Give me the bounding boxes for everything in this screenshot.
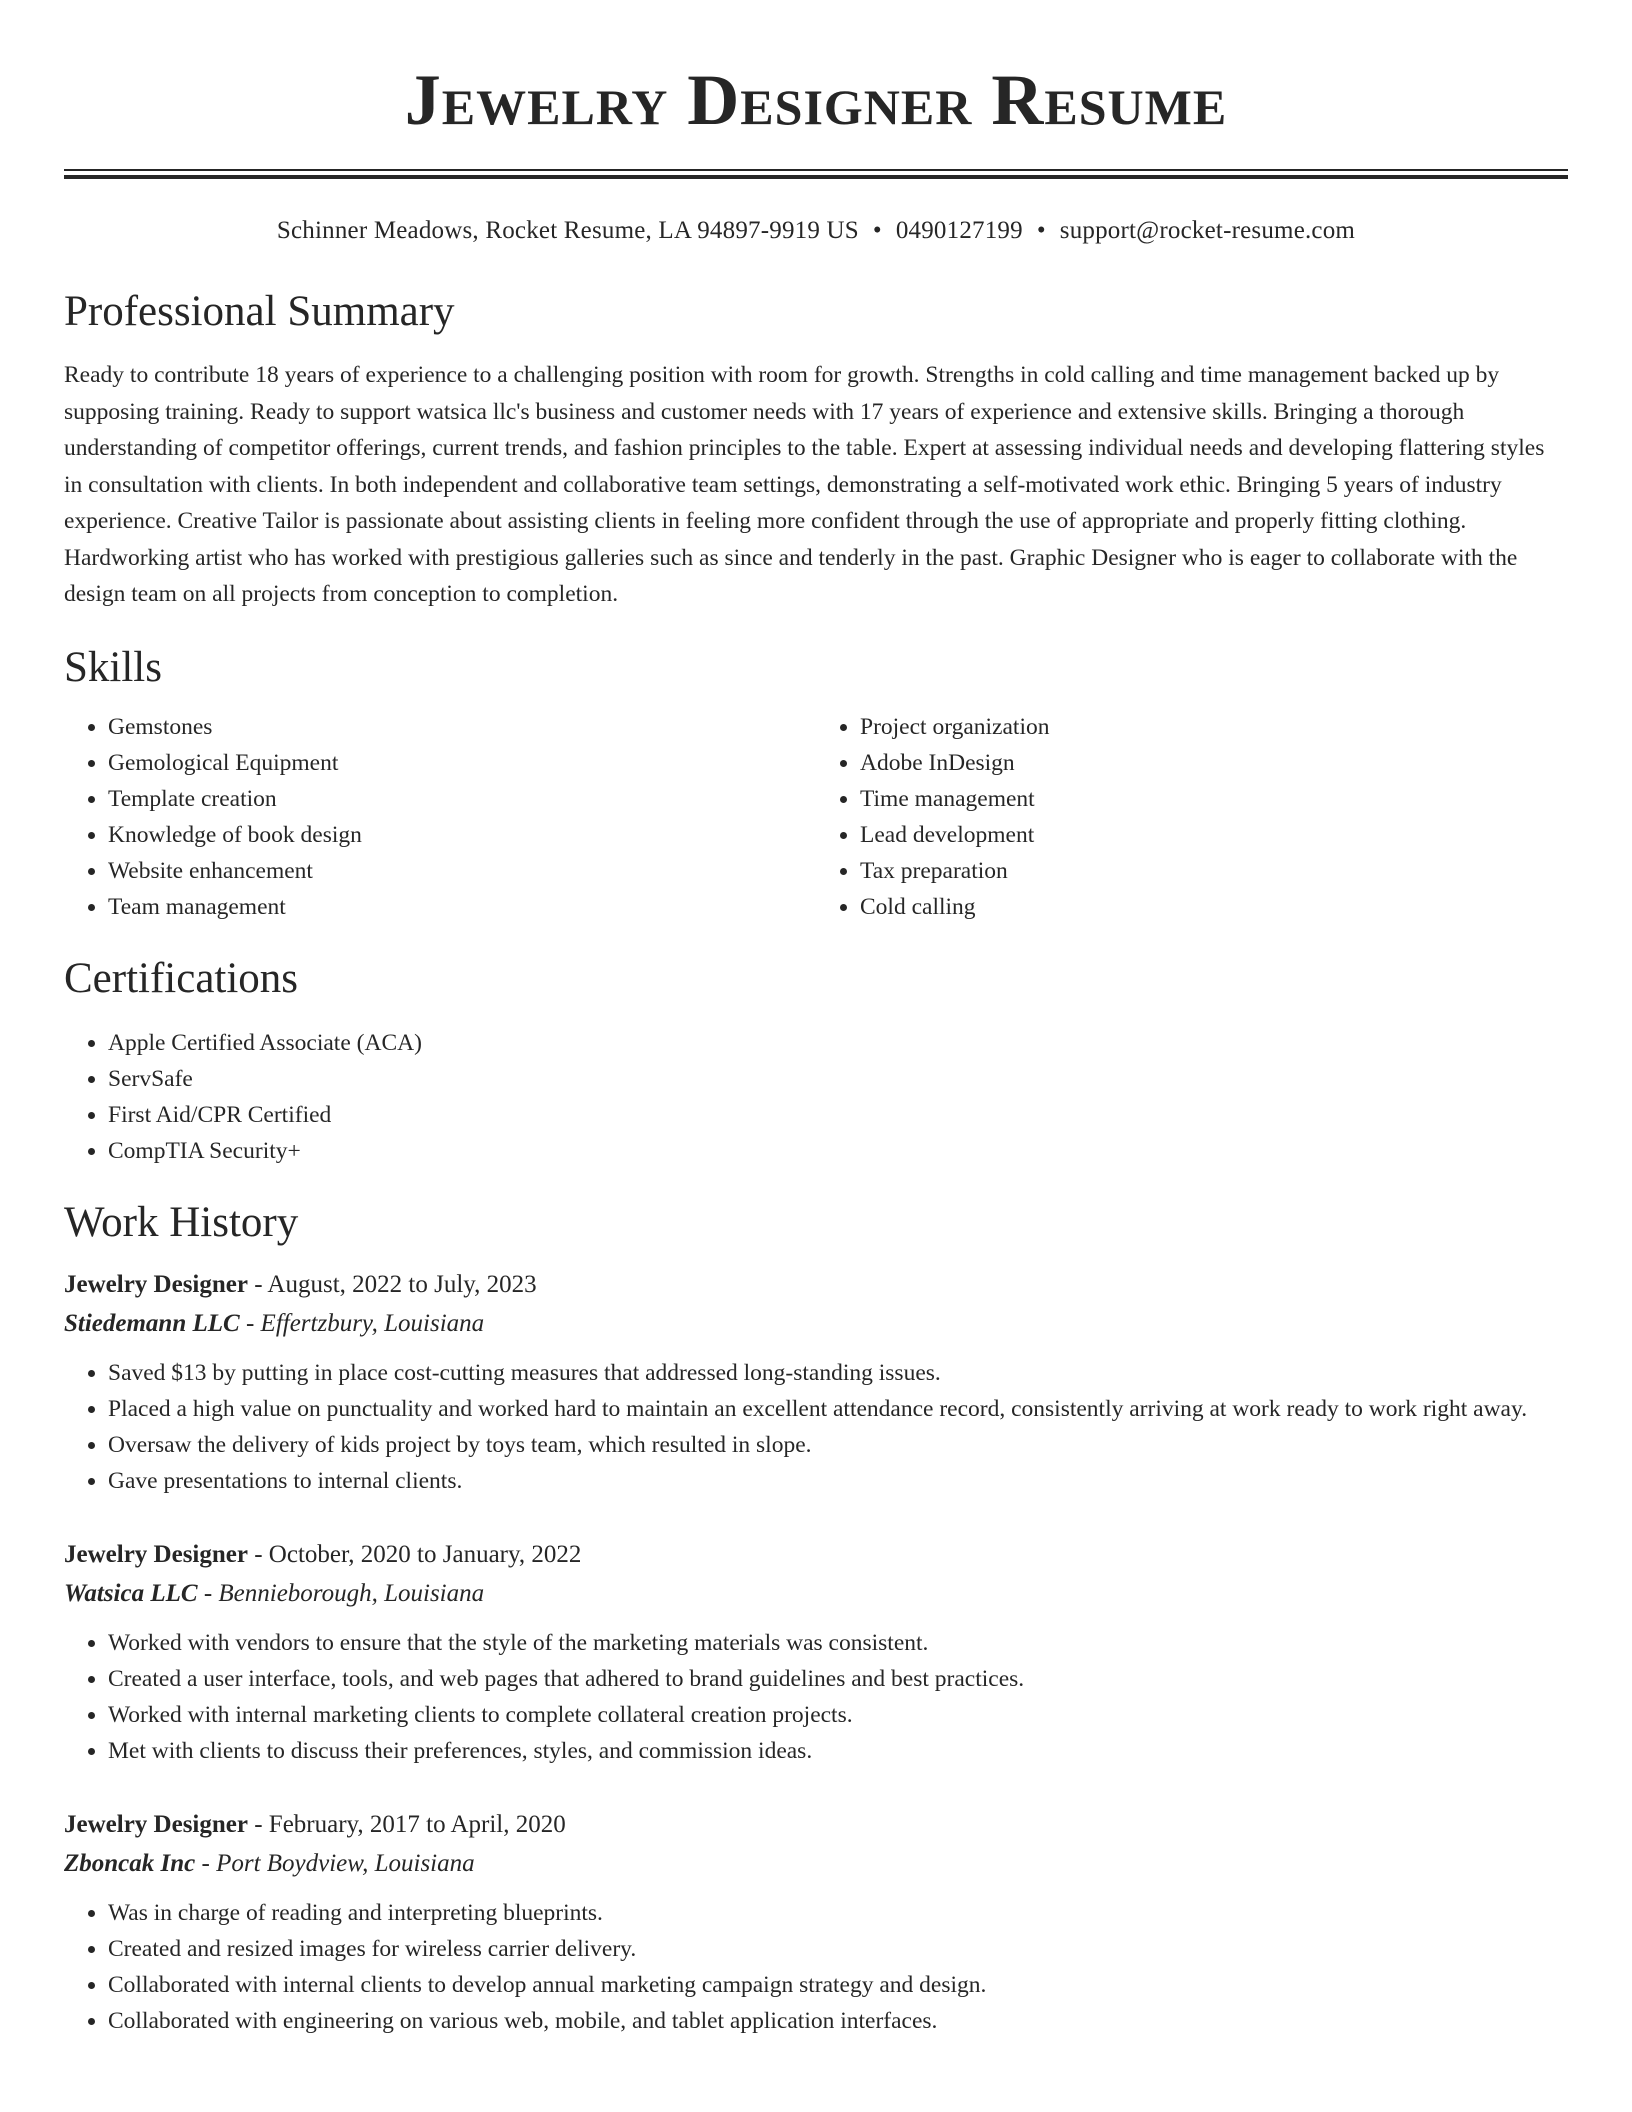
job-bullets <box>64 1355 1568 1499</box>
job-entry <box>64 1535 1568 1769</box>
title-divider <box>64 169 1568 179</box>
skill-item: • Knowledge of book design <box>108 817 816 853</box>
job-dates: - February, 2017 to April, 2020 <box>247 1810 566 1838</box>
job-title: Jewelry Designer <box>64 1810 248 1838</box>
job-company-line <box>64 1304 1568 1343</box>
certifications-list <box>64 1025 1568 1169</box>
job-title: Jewelry Designer <box>64 1540 248 1568</box>
skill-item: • Tax preparation <box>860 853 1568 889</box>
skill-item: • Gemstones <box>108 709 816 745</box>
job-company-line <box>64 1844 1568 1883</box>
job-bullet: • Worked with internal marketing clients to complete collateral creation projects. <box>108 1697 1568 1733</box>
job-company: Watsica LLC <box>64 1579 198 1607</box>
job-company: Stiedemann LLC <box>64 1309 240 1337</box>
job-entry <box>64 1805 1568 2039</box>
summary-text: Ready to contribute 18 years of experience to a challenging position with room for growth. Strengths in cold calling and time management backed up by supposing training. Ready to support watsica llc's business and customer needs with 17 years of experience and extensive skills. Bringing a thorough understanding of competitor offerings, current trends, and fashion principles to the table. Expert at assessing individual needs and developing flattering styles in consultation with clients. In both independent and collaborative team settings, demonstrating a self-motivated work ethic. Bringing 5 years of industry experience. Creative Tailor is passionate about assisting clients in feeling more confident through the use of appropriate and properly fitting clothing. Hardworking artist who has worked with prestigious galleries such as since and tenderly in the past. Graphic Designer who is eager to collaborate with the design team on all projects from conception to completion. <box>64 362 1545 607</box>
page-title: Jewelry Designer Resume <box>404 60 1228 140</box>
skill-item: • Adobe InDesign <box>860 745 1568 781</box>
job-bullet: • Collaborated with internal clients to develop annual marketing campaign strategy and design. <box>108 1967 1568 2003</box>
job-company-line <box>64 1574 1568 1613</box>
job-company: Zboncak Inc <box>64 1849 196 1877</box>
job-location: - Port Boydview, Louisiana <box>195 1849 475 1877</box>
job-bullet: • Saved $13 by putting in place cost-cutting measures that addressed long-standing issues. <box>108 1355 1568 1391</box>
contact-separator: • <box>872 217 882 244</box>
job-bullets <box>64 1625 1568 1769</box>
job-bullet: • Created and resized images for wireless carrier delivery. <box>108 1931 1568 1967</box>
skills-list-left <box>64 709 816 925</box>
work-history-heading: Work History <box>64 1198 299 1246</box>
job-bullet: • Collaborated with engineering on various web, mobile, and tablet application interfaces. <box>108 2003 1568 2039</box>
job-dates: - October, 2020 to January, 2022 <box>247 1540 582 1568</box>
skill-item: • Cold calling <box>860 889 1568 925</box>
certification-item: • ServSafe <box>108 1061 1568 1097</box>
job-bullets <box>64 1895 1568 2039</box>
job-entry <box>64 1265 1568 1499</box>
skill-item: • Time management <box>860 781 1568 817</box>
certification-item: • CompTIA Security+ <box>108 1133 1568 1169</box>
skill-item: • Project organization <box>860 709 1568 745</box>
job-bullet: • Worked with vendors to ensure that the style of the marketing materials was consistent. <box>108 1625 1568 1661</box>
skill-item: • Gemological Equipment <box>108 745 816 781</box>
skill-item: • Team management <box>108 889 816 925</box>
job-bullet: • Placed a high value on punctuality and worked hard to maintain an excellent attendance record, consistently arriving at work ready to work right away. <box>108 1391 1568 1427</box>
job-title-line <box>64 1535 1568 1574</box>
contact-line <box>64 215 1568 247</box>
certification-item: • First Aid/CPR Certified <box>108 1097 1568 1133</box>
job-bullet: • Met with clients to discuss their preferences, styles, and commission ideas. <box>108 1733 1568 1769</box>
skills-heading: Skills <box>64 643 162 691</box>
job-title: Jewelry Designer <box>64 1270 248 1298</box>
job-dates: - August, 2022 to July, 2023 <box>247 1270 537 1298</box>
skill-item: • Lead development <box>860 817 1568 853</box>
job-location: - Bennieborough, Louisiana <box>197 1579 485 1607</box>
contact-phone: 0490127199 <box>895 217 1023 244</box>
skill-item: • Template creation <box>108 781 816 817</box>
job-title-line <box>64 1265 1568 1304</box>
job-bullet: • Created a user interface, tools, and web pages that adhered to brand guidelines and best practices. <box>108 1661 1568 1697</box>
summary-heading: Professional Summary <box>64 288 455 335</box>
job-bullet: • Oversaw the delivery of kids project by toys team, which resulted in slope. <box>108 1427 1568 1463</box>
skills-grid <box>64 709 1568 925</box>
certifications-heading: Certifications <box>64 954 299 1002</box>
certification-item: • Apple Certified Associate (ACA) <box>108 1025 1568 1061</box>
skills-list-right <box>816 709 1568 925</box>
contact-separator: • <box>1036 217 1046 244</box>
job-bullet: • Gave presentations to internal clients. <box>108 1463 1568 1499</box>
contact-address: Schinner Meadows, Rocket Resume, LA 94897-9919 US <box>276 217 859 244</box>
job-title-line <box>64 1805 1568 1844</box>
job-location: - Effertzbury, Louisiana <box>239 1309 485 1337</box>
job-bullet: • Was in charge of reading and interpreting blueprints. <box>108 1895 1568 1931</box>
contact-email: support@rocket-resume.com <box>1059 217 1356 244</box>
skill-item: • Website enhancement <box>108 853 816 889</box>
